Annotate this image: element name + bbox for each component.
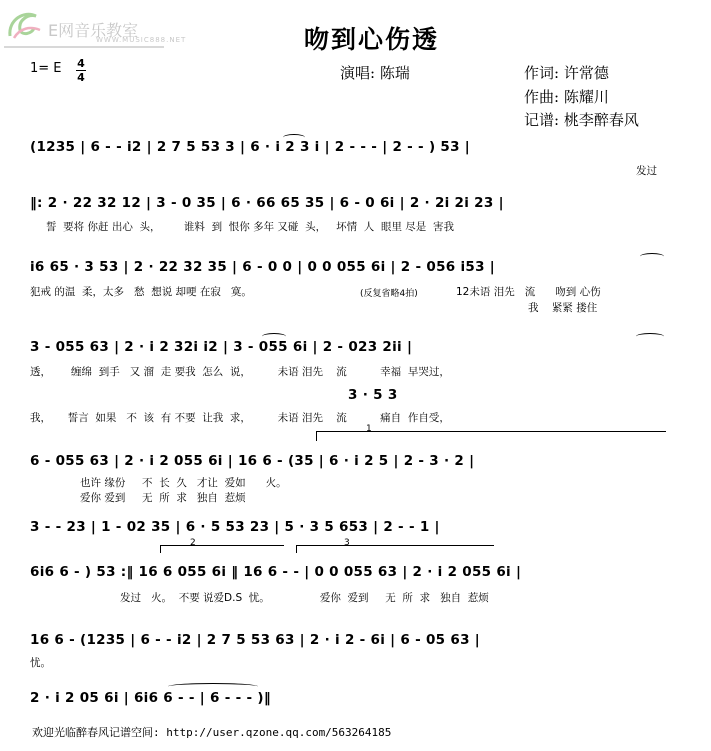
tie [168,683,258,690]
score-line-3: i6 65 · 3 53 | 2 · 22 32 35 | 6 - 0 0 | 0 0 055 6i | 2 - 056 i53 | [30,259,496,275]
lyric-line-7: 发过 火。 不要 说爱D.S 忧。 爱你 爱到 无 所 求 独自 惹烦 [120,592,489,604]
lyric-line-5b: 爱你 爱到 无 所 求 独自 惹烦 [80,492,246,504]
slur [262,333,286,340]
slur [640,253,664,260]
score-line-7: 6i6 6 - ) 53 :‖ 16 6 055 6i ‖ 16 6 - - | 0 0 055 63 | 2 · i 2 055 6i | [30,564,522,580]
volta-one-label: 1 [366,424,372,434]
lyric-line-3: 犯戒 的温 柔，太多 愁 想说 却哽 在寂 寞。 [30,286,252,298]
time-signature: 4 4 [77,57,85,84]
lyric-line-3-alt: 我 紧紧 搂住 [528,302,598,314]
lyric-line-4a: 透， 缠绵 到手 又 溜 走 要我 怎么 说， 未语 泪先 流 幸福 早哭过， [30,366,450,378]
volta-three-hook [296,545,297,553]
slur [636,333,664,340]
score-line-9: 2 · i 2 05 6i | 6i6 6 - - | 6 - - - )‖ [30,690,271,706]
key-signature: 1= E [30,61,62,76]
singer-credit: 演唱: 陈瑞 [340,64,410,82]
composer-credit: 作曲: 陈耀川 [524,88,609,106]
footer-link-text: 欢迎光临醉春风记谱空间: http://user.qzone.qq.com/563264185 [32,726,392,739]
score-line-4: 3 - 055 63 | 2 · i 2 32i i2 | 3 - 055 6i | 2 - 023 2ii | [30,339,413,355]
logo-swirl-icon [6,8,44,42]
volta-three-label: 3 [344,538,350,548]
volta-two-hook [160,545,161,553]
score-line-6: 3 - - 23 | 1 - 02 35 | 6 · 5 53 23 | 5 · 3 5 653 | 2 - - 1 | [30,519,440,535]
lyricist-credit: 作词: 许常德 [524,64,609,82]
logo-url: WWW.MUSIC888.NET [96,36,187,44]
score-line-2: ‖: 2 · 22 32 12 | 3 - 0 35 | 6 · 66 65 35 | 6 - 0 6i | 2 · 2i 2i 23 | [30,195,504,211]
score-line-8: 16 6 - (1235 | 6 - - i2 | 2 7 5 53 63 | 2 · i 2 - 6i | 6 - 05 63 | [30,632,480,648]
repeat-note: (反复省略4拍) [360,289,418,299]
score-line-5: 6 - 055 63 | 2 · i 2 055 6i | 16 6 - (35 | 6 · i 2 5 | 2 - 3 · 2 | [30,453,475,469]
volta-one-hook [316,431,317,441]
lyric-line-2: 誓 要将 你赶 出心 头， 谁料 到 恨你 多年 又碰 头， 坏情 人 眼里 尽是 害我 [46,221,454,233]
song-title: 吻到心伤透 [304,25,440,54]
volta-two-label: 2 [190,538,196,548]
volta-two-bracket [160,545,284,546]
lyric-line-8: 忧。 [30,657,51,669]
lyric-line-1: 发过 [636,165,657,177]
grace-notes: 3 · 5 3 [348,387,398,403]
score-line-1: (1235 | 6 - - i2 | 2 7 5 53 3 | 6 · i 2 3 i | 2 - - - | 2 - - ) 53 | [30,139,471,155]
lyric-line-5a: 也许 缘份 不 长 久 才让 爱如 火。 [80,477,287,489]
lyric-line-4b: 我， 誓言 如果 不 该 有 不要 让我 求， 未语 泪先 流 痛自 作自受， [30,412,450,424]
volta-three-bracket [296,545,494,546]
lyric-line-3-end: 12未语 泪先 流 吻到 心伤 [456,286,601,298]
transcriber-credit: 记谱: 桃李醉春风 [524,111,639,129]
logo-underline [4,46,164,48]
logo-name: E网音乐教室 [48,21,139,40]
slur [283,134,305,141]
